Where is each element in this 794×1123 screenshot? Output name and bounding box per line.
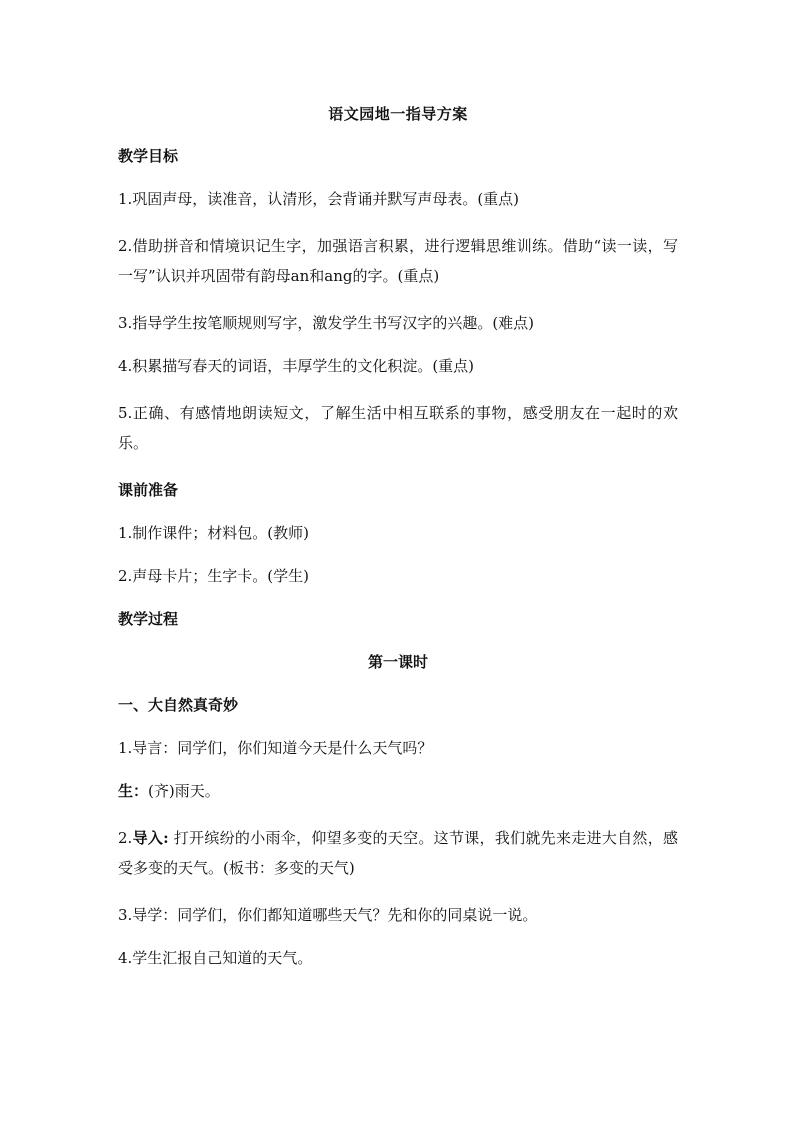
- document-content: [118, 103, 678, 990]
- process-step-3: 3.导学：同学们，你们都知道哪些天气？先和你的同桌说一说。: [118, 906, 538, 924]
- process-step-4: 4.学生汇报自己知道的天气。: [118, 949, 313, 967]
- process-step-2: [118, 823, 678, 883]
- part-heading: 一、大自然真奇妙: [118, 696, 239, 714]
- step2-label: 导入:: [132, 829, 169, 847]
- student-answer: (齐)雨天。: [148, 782, 220, 800]
- step2-text: 打开缤纷的小雨伞，仰望多变的天空。这节课，我们就先来走进大自然，感受多变的天气。(板书：多变的天气): [118, 829, 678, 877]
- goal-item-3: 3.指导学生按笔顺规则写字，激发学生书写汉字的兴趣。(难点): [118, 314, 535, 332]
- document-title: 语文园地一指导方案: [328, 105, 468, 123]
- step2-prefix: 2.: [118, 829, 133, 847]
- section-heading-prep: 课前准备: [118, 481, 179, 499]
- prep-item-2: 2.声母卡片；生字卡。(学生): [118, 567, 310, 585]
- lesson-heading: 第一课时: [367, 653, 428, 671]
- prep-item-1: 1.制作课件；材料包。(教师): [118, 524, 310, 542]
- student-label: 生：: [118, 782, 149, 800]
- section-heading-process: 教学过程: [118, 610, 179, 628]
- section-heading-goals: 教学目标: [118, 147, 179, 165]
- goal-item-1: 1.巩固声母，读准音，认清形，会背诵并默写声母表。(重点): [118, 190, 520, 208]
- goal-item-5: 5.正确、有感情地朗读短文，了解生活中相互联系的事物，感受朋友在一起时的欢乐。: [118, 404, 678, 452]
- student-answer-line: [118, 780, 678, 802]
- goal-item-4: 4.积累描写春天的词语，丰厚学生的文化积淀。(重点): [118, 357, 475, 375]
- process-step-1: 1.导言：同学们，你们知道今天是什么天气吗？: [118, 739, 433, 757]
- goal-item-2: 2.借助拼音和情境识记生字，加强语言积累，进行逻辑思维训练。借助“读一读，写一写”认识并巩固带有韵母an和ang的字。(重点): [118, 237, 678, 285]
